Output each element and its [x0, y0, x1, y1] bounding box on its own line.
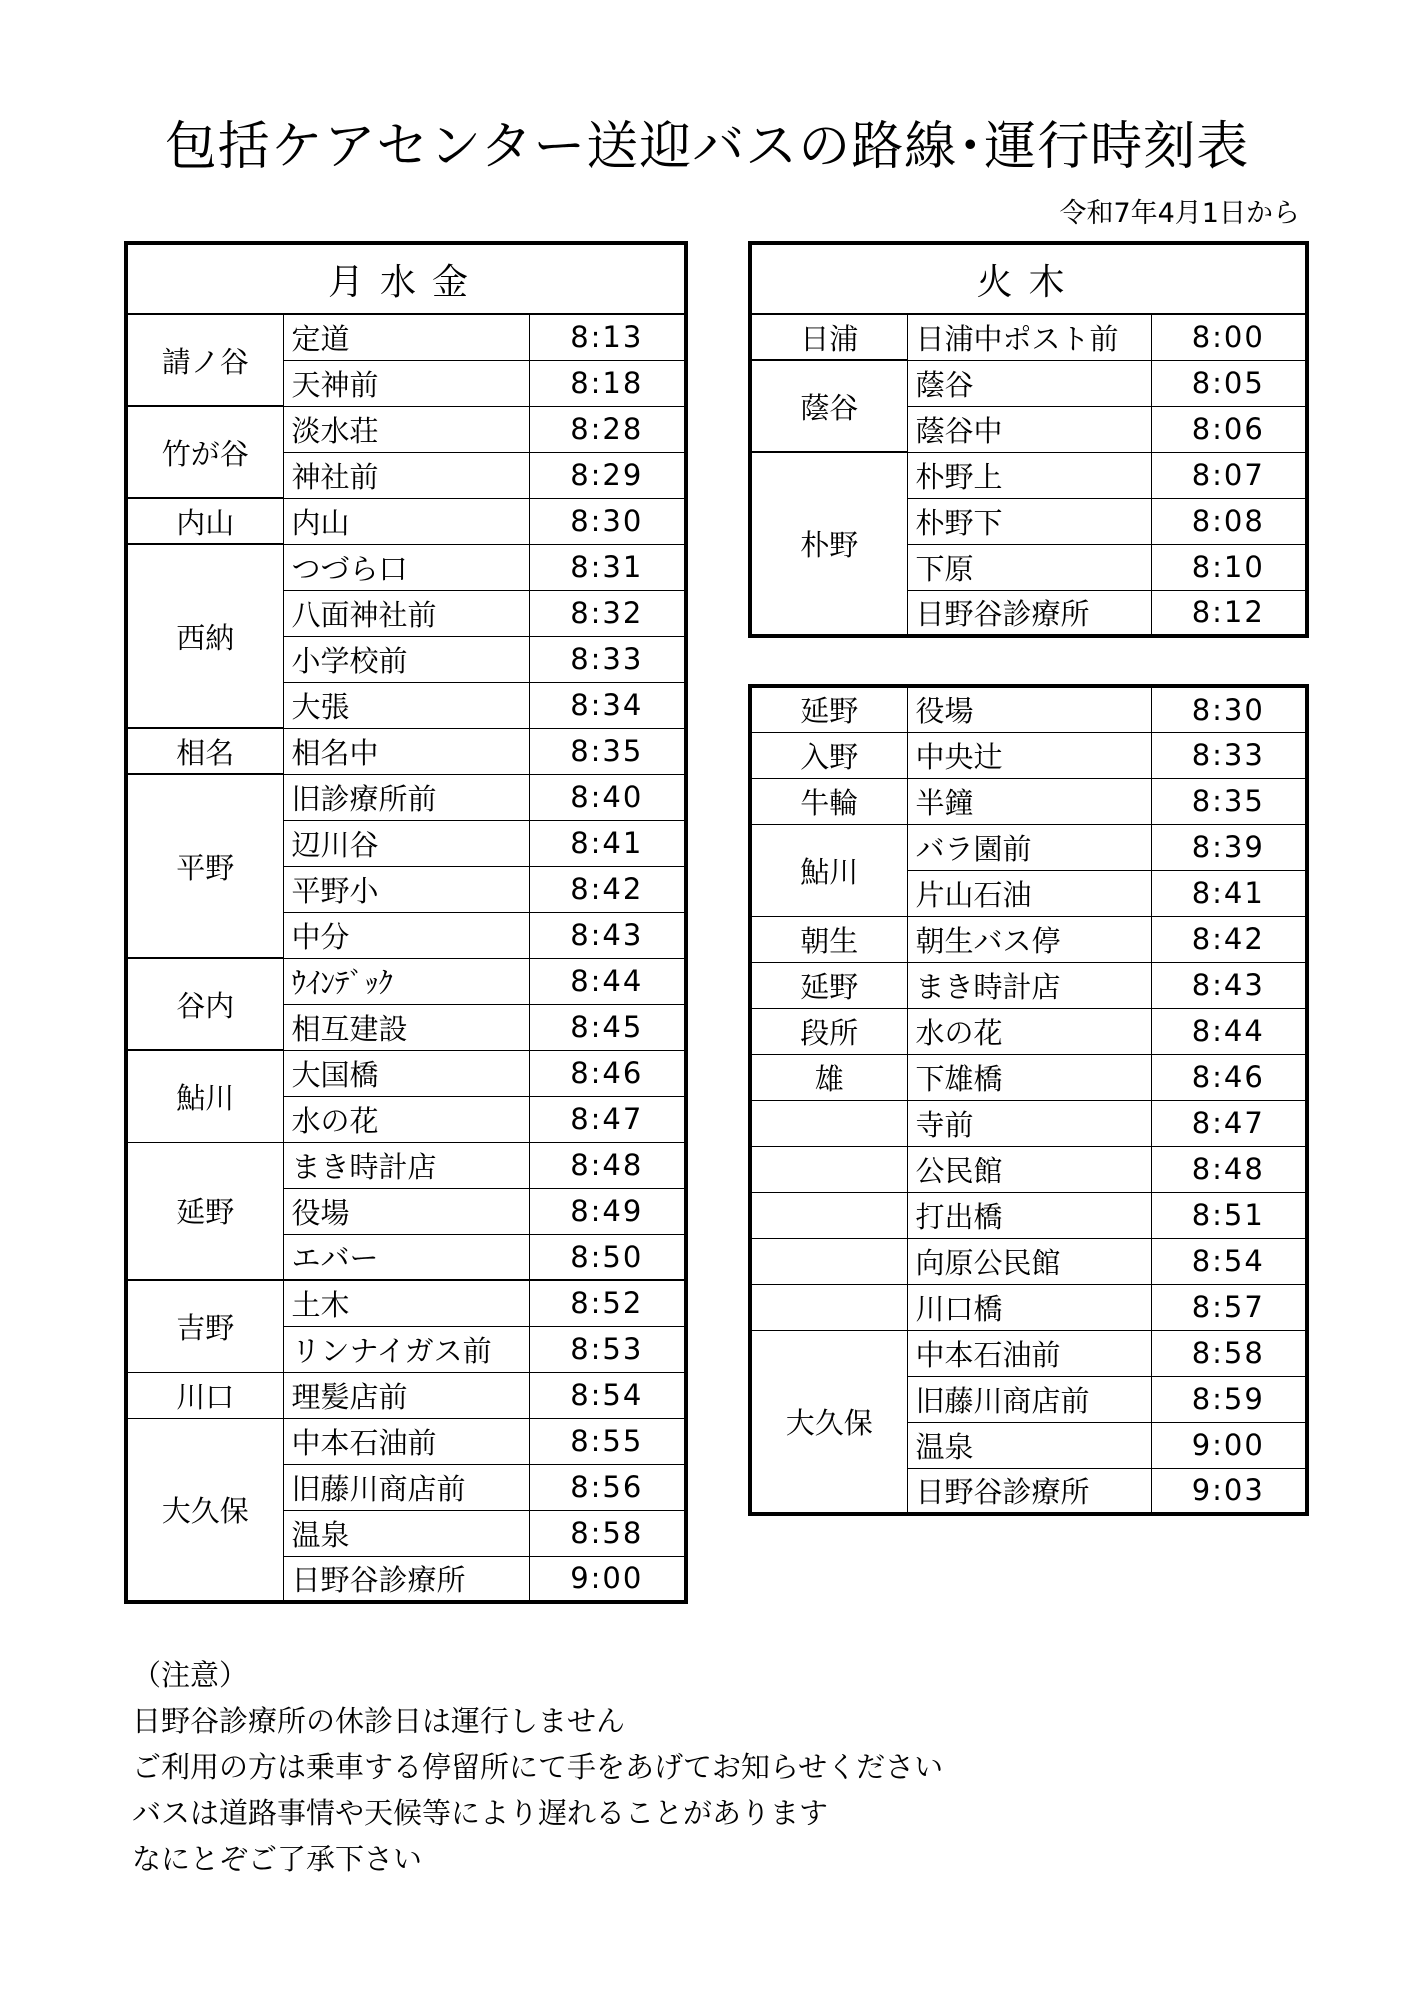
time-cell: 8:42: [1151, 916, 1307, 962]
stop-cell: 朝生バス停: [907, 916, 1151, 962]
stop-cell: 辺川谷: [283, 820, 529, 866]
time-cell: 8:41: [529, 820, 686, 866]
table-row: [750, 1238, 1307, 1284]
time-cell: 8:30: [1151, 686, 1307, 732]
table-row: [750, 1054, 1307, 1100]
stop-cell: 朴野上: [907, 452, 1151, 498]
stop-cell: 下原: [907, 544, 1151, 590]
time-cell: 9:03: [1151, 1468, 1307, 1514]
stop-cell: 日野谷診療所: [907, 1468, 1151, 1514]
stop-cell: 相互建設: [283, 1004, 529, 1050]
stop-cell: 朴野下: [907, 498, 1151, 544]
table-row: [126, 544, 686, 590]
time-cell: 8:34: [529, 682, 686, 728]
area-cell: 入野: [750, 732, 907, 778]
area-cell: 西納: [126, 544, 283, 728]
time-cell: 8:53: [529, 1326, 686, 1372]
table-header-mon-wed-fri: 月水金: [126, 243, 686, 314]
stop-cell: 日野谷診療所: [907, 590, 1151, 636]
time-cell: 8:05: [1151, 360, 1307, 406]
table-row: [126, 314, 686, 360]
table-row: [126, 1142, 686, 1188]
time-cell: 8:28: [529, 406, 686, 452]
table-row: [750, 1330, 1307, 1376]
area-cell: 川口: [126, 1372, 283, 1418]
area-cell: 鮎川: [750, 824, 907, 916]
stop-cell: 蔭谷中: [907, 406, 1151, 452]
time-cell: 8:18: [529, 360, 686, 406]
area-cell: [750, 1192, 907, 1238]
timetable-tue-thu-second: [748, 684, 1309, 1516]
table-row: [750, 824, 1307, 870]
area-cell: 大久保: [750, 1330, 907, 1514]
area-cell: 日浦: [750, 314, 907, 360]
notes-section: [132, 1652, 943, 1882]
time-cell: 8:44: [529, 958, 686, 1004]
area-cell: 相名: [126, 728, 283, 774]
note-line: バスは道路事情や天候等により遅れることがあります: [132, 1796, 829, 1830]
table-row: [126, 958, 686, 1004]
stop-cell: 水の花: [907, 1008, 1151, 1054]
stop-cell: 八面神社前: [283, 590, 529, 636]
stop-cell: 淡水荘: [283, 406, 529, 452]
stop-cell: 平野小: [283, 866, 529, 912]
area-cell: 請ノ谷: [126, 314, 283, 406]
table-row: [750, 1100, 1307, 1146]
time-cell: 9:00: [529, 1556, 686, 1602]
table-row: [126, 1418, 686, 1464]
table-row: [750, 732, 1307, 778]
stop-cell: バラ園前: [907, 824, 1151, 870]
time-cell: 8:43: [529, 912, 686, 958]
area-cell: 内山: [126, 498, 283, 544]
table-row: [750, 360, 1307, 406]
table-row: [750, 314, 1307, 360]
time-cell: 8:35: [1151, 778, 1307, 824]
time-cell: 8:58: [529, 1510, 686, 1556]
area-cell: [750, 1284, 907, 1330]
time-cell: 8:40: [529, 774, 686, 820]
time-cell: 8:46: [1151, 1054, 1307, 1100]
time-cell: 8:42: [529, 866, 686, 912]
table-row: [126, 728, 686, 774]
time-cell: 8:41: [1151, 870, 1307, 916]
stop-cell: 大張: [283, 682, 529, 728]
time-cell: 8:48: [529, 1142, 686, 1188]
timetable-mon-wed-fri: [124, 241, 688, 1604]
stop-cell: 中本石油前: [283, 1418, 529, 1464]
stop-cell: 小学校前: [283, 636, 529, 682]
table-header-tue-thu: 火木: [750, 243, 1307, 314]
time-cell: 8:47: [1151, 1100, 1307, 1146]
stop-cell: 蔭谷: [907, 360, 1151, 406]
stop-cell: 日浦中ポスト前: [907, 314, 1151, 360]
stop-cell: 日野谷診療所: [283, 1556, 529, 1602]
page-title: 包括ケアセンター送迎バスの路線･運行時刻表: [164, 117, 1250, 177]
stop-cell: 中本石油前: [907, 1330, 1151, 1376]
time-cell: 8:51: [1151, 1192, 1307, 1238]
stop-cell: ｳｲﾝﾃﾞｯｸ: [283, 958, 529, 1004]
time-cell: 8:32: [529, 590, 686, 636]
stop-cell: 内山: [283, 498, 529, 544]
time-cell: 8:33: [1151, 732, 1307, 778]
stop-cell: 土木: [283, 1280, 529, 1326]
time-cell: 8:45: [529, 1004, 686, 1050]
time-cell: 8:08: [1151, 498, 1307, 544]
area-cell: 蔭谷: [750, 360, 907, 452]
stop-cell: 役場: [907, 686, 1151, 732]
stop-cell: つづら口: [283, 544, 529, 590]
area-cell: 大久保: [126, 1418, 283, 1602]
table-row: [126, 498, 686, 544]
area-cell: 延野: [750, 686, 907, 732]
stop-cell: 寺前: [907, 1100, 1151, 1146]
time-cell: 8:47: [529, 1096, 686, 1142]
time-cell: 8:35: [529, 728, 686, 774]
time-cell: 8:43: [1151, 962, 1307, 1008]
stop-cell: 旧藤川商店前: [283, 1464, 529, 1510]
time-cell: 8:50: [529, 1234, 686, 1280]
area-cell: 朴野: [750, 452, 907, 636]
table-row: [750, 1008, 1307, 1054]
table-row: [126, 1050, 686, 1096]
time-cell: 8:12: [1151, 590, 1307, 636]
stop-cell: 公民館: [907, 1146, 1151, 1192]
time-cell: 8:48: [1151, 1146, 1307, 1192]
stop-cell: 温泉: [907, 1422, 1151, 1468]
area-cell: 牛輪: [750, 778, 907, 824]
table-row: [750, 1146, 1307, 1192]
table-row: [126, 406, 686, 452]
area-cell: 段所: [750, 1008, 907, 1054]
table-row: [750, 452, 1307, 498]
stop-cell: 天神前: [283, 360, 529, 406]
stop-cell: 水の花: [283, 1096, 529, 1142]
stop-cell: 下雄橋: [907, 1054, 1151, 1100]
stop-cell: 片山石油: [907, 870, 1151, 916]
stop-cell: 旧診療所前: [283, 774, 529, 820]
stop-cell: 中央辻: [907, 732, 1151, 778]
area-cell: 朝生: [750, 916, 907, 962]
area-cell: [750, 1238, 907, 1284]
stop-cell: まき時計店: [907, 962, 1151, 1008]
stop-cell: 半鐘: [907, 778, 1151, 824]
time-cell: 8:39: [1151, 824, 1307, 870]
area-cell: [750, 1100, 907, 1146]
area-cell: 竹が谷: [126, 406, 283, 498]
time-cell: 8:49: [529, 1188, 686, 1234]
time-cell: 8:54: [1151, 1238, 1307, 1284]
time-cell: 8:54: [529, 1372, 686, 1418]
time-cell: 9:00: [1151, 1422, 1307, 1468]
note-line: 日野谷診療所の休診日は運行しません: [132, 1704, 626, 1738]
stop-cell: 相名中: [283, 728, 529, 774]
table-row: [126, 1280, 686, 1326]
time-cell: 8:56: [529, 1464, 686, 1510]
table-row: [750, 778, 1307, 824]
table-row: [750, 1192, 1307, 1238]
time-cell: 8:58: [1151, 1330, 1307, 1376]
time-cell: 8:30: [529, 498, 686, 544]
area-cell: 谷内: [126, 958, 283, 1050]
time-cell: 8:33: [529, 636, 686, 682]
stop-cell: 定道: [283, 314, 529, 360]
timetable-tue-thu-first: [748, 241, 1309, 638]
stop-cell: 旧藤川商店前: [907, 1376, 1151, 1422]
table-row: [750, 916, 1307, 962]
area-cell: 吉野: [126, 1280, 283, 1372]
table-row: [750, 962, 1307, 1008]
area-cell: 延野: [126, 1142, 283, 1280]
table-row: [126, 774, 686, 820]
time-cell: 8:13: [529, 314, 686, 360]
table-row: [750, 1284, 1307, 1330]
stop-cell: エバー: [283, 1234, 529, 1280]
time-cell: 8:44: [1151, 1008, 1307, 1054]
area-cell: 平野: [126, 774, 283, 958]
area-cell: [750, 1146, 907, 1192]
time-cell: 8:07: [1151, 452, 1307, 498]
area-cell: 延野: [750, 962, 907, 1008]
time-cell: 8:31: [529, 544, 686, 590]
stop-cell: リンナイガス前: [283, 1326, 529, 1372]
time-cell: 8:57: [1151, 1284, 1307, 1330]
table-row: [750, 686, 1307, 732]
time-cell: 8:10: [1151, 544, 1307, 590]
stop-cell: 温泉: [283, 1510, 529, 1556]
time-cell: 8:55: [529, 1418, 686, 1464]
time-cell: 8:46: [529, 1050, 686, 1096]
stop-cell: 神社前: [283, 452, 529, 498]
stop-cell: 中分: [283, 912, 529, 958]
stop-cell: 理髪店前: [283, 1372, 529, 1418]
stop-cell: 打出橋: [907, 1192, 1151, 1238]
stop-cell: まき時計店: [283, 1142, 529, 1188]
stop-cell: 川口橋: [907, 1284, 1151, 1330]
time-cell: 8:00: [1151, 314, 1307, 360]
note-line: ご利用の方は乗車する停留所にて手をあげてお知らせください: [132, 1750, 944, 1784]
note-line: なにとぞご了承下さい: [132, 1842, 423, 1876]
effective-date: 令和7年4月1日から: [1059, 198, 1300, 229]
stop-cell: 向原公民館: [907, 1238, 1151, 1284]
time-cell: 8:52: [529, 1280, 686, 1326]
area-cell: 鮎川: [126, 1050, 283, 1142]
time-cell: 8:29: [529, 452, 686, 498]
stop-cell: 大国橋: [283, 1050, 529, 1096]
area-cell: 雄: [750, 1054, 907, 1100]
table-row: [126, 1372, 686, 1418]
stop-cell: 役場: [283, 1188, 529, 1234]
time-cell: 8:06: [1151, 406, 1307, 452]
time-cell: 8:59: [1151, 1376, 1307, 1422]
notes-heading: （注意）: [132, 1658, 249, 1692]
